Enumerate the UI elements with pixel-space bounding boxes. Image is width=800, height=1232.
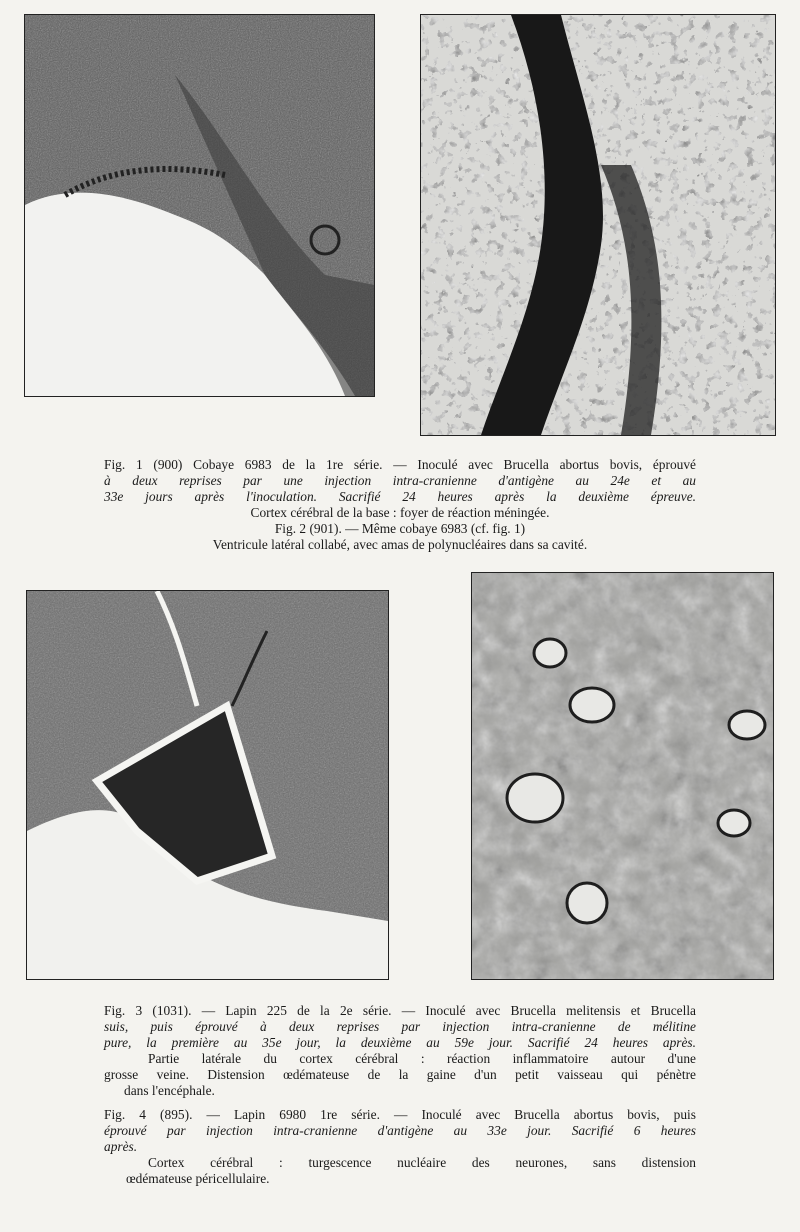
caption-fig3-line4: Partie latérale du cortex cérébral : réaction inflammatoire autour d'une <box>148 1051 696 1066</box>
figure-1-micrograph <box>24 14 375 397</box>
caption-fig2-line1: Fig. 2 (901). — Même cobaye 6983 (cf. fig. 1) <box>274 521 526 536</box>
caption-fig4-line1: Fig. 4 (895). — Lapin 6980 1re série. — Inoculé avec Brucella abortus bovis, puis <box>104 1107 696 1122</box>
figure-3-image <box>27 591 388 979</box>
caption-fig3-line5: grosse veine. Distension œdémateuse de la gaine d'un petit vaisseau qui pénètre <box>104 1067 696 1082</box>
figure-2-micrograph <box>420 14 776 436</box>
caption-fig4-line4: Cortex cérébral : turgescence nucléaire des neurones, sans distension <box>148 1155 696 1170</box>
caption-fig1-line2: à deux reprises par une injection intra-cranienne d'antigène au 24e et au <box>104 473 696 488</box>
caption-fig3-line1: Fig. 3 (1031). — Lapin 225 de la 2e série. — Inoculé avec Brucella melitensis et Brucella <box>104 1003 696 1018</box>
caption-fig3-line2: suis, puis éprouvé à deux reprises par injection intra-cranienne de mélitine <box>104 1019 696 1034</box>
figure-3-micrograph <box>26 590 389 980</box>
caption-fig3-line6: dans l'encéphale. <box>124 1083 215 1098</box>
caption-fig4-line2: éprouvé par injection intra-cranienne d'antigène au 33e jour. Sacrifié 6 heures <box>104 1123 696 1138</box>
figure-2-image <box>421 15 775 435</box>
caption-fig1-line4: Cortex cérébral de la base : foyer de réaction méningée. <box>250 505 550 520</box>
figure-1-image <box>25 15 374 396</box>
figure-4-image <box>472 573 773 979</box>
caption-figures-1-2 <box>104 457 696 553</box>
caption-figures-3-4 <box>104 1003 696 1187</box>
figure-4-micrograph <box>471 572 774 980</box>
caption-fig2-line2: Ventricule latéral collabé, avec amas de polynucléaires dans sa cavité. <box>212 537 588 552</box>
caption-fig4-line5: œdémateuse péricellulaire. <box>126 1171 270 1186</box>
caption-fig1-line1: Fig. 1 (900) Cobaye 6983 de la 1re série. — Inoculé avec Brucella abortus bovis, éprouvé <box>104 457 696 472</box>
caption-fig4-line3: après. <box>104 1139 138 1154</box>
caption-fig1-line3: 33e jours après l'inoculation. Sacrifié 24 heures après la deuxième épreuve. <box>104 489 696 504</box>
caption-fig3-line3: pure, la première au 35e jour, la deuxième au 59e jour. Sacrifié 24 heures après. <box>104 1035 696 1050</box>
